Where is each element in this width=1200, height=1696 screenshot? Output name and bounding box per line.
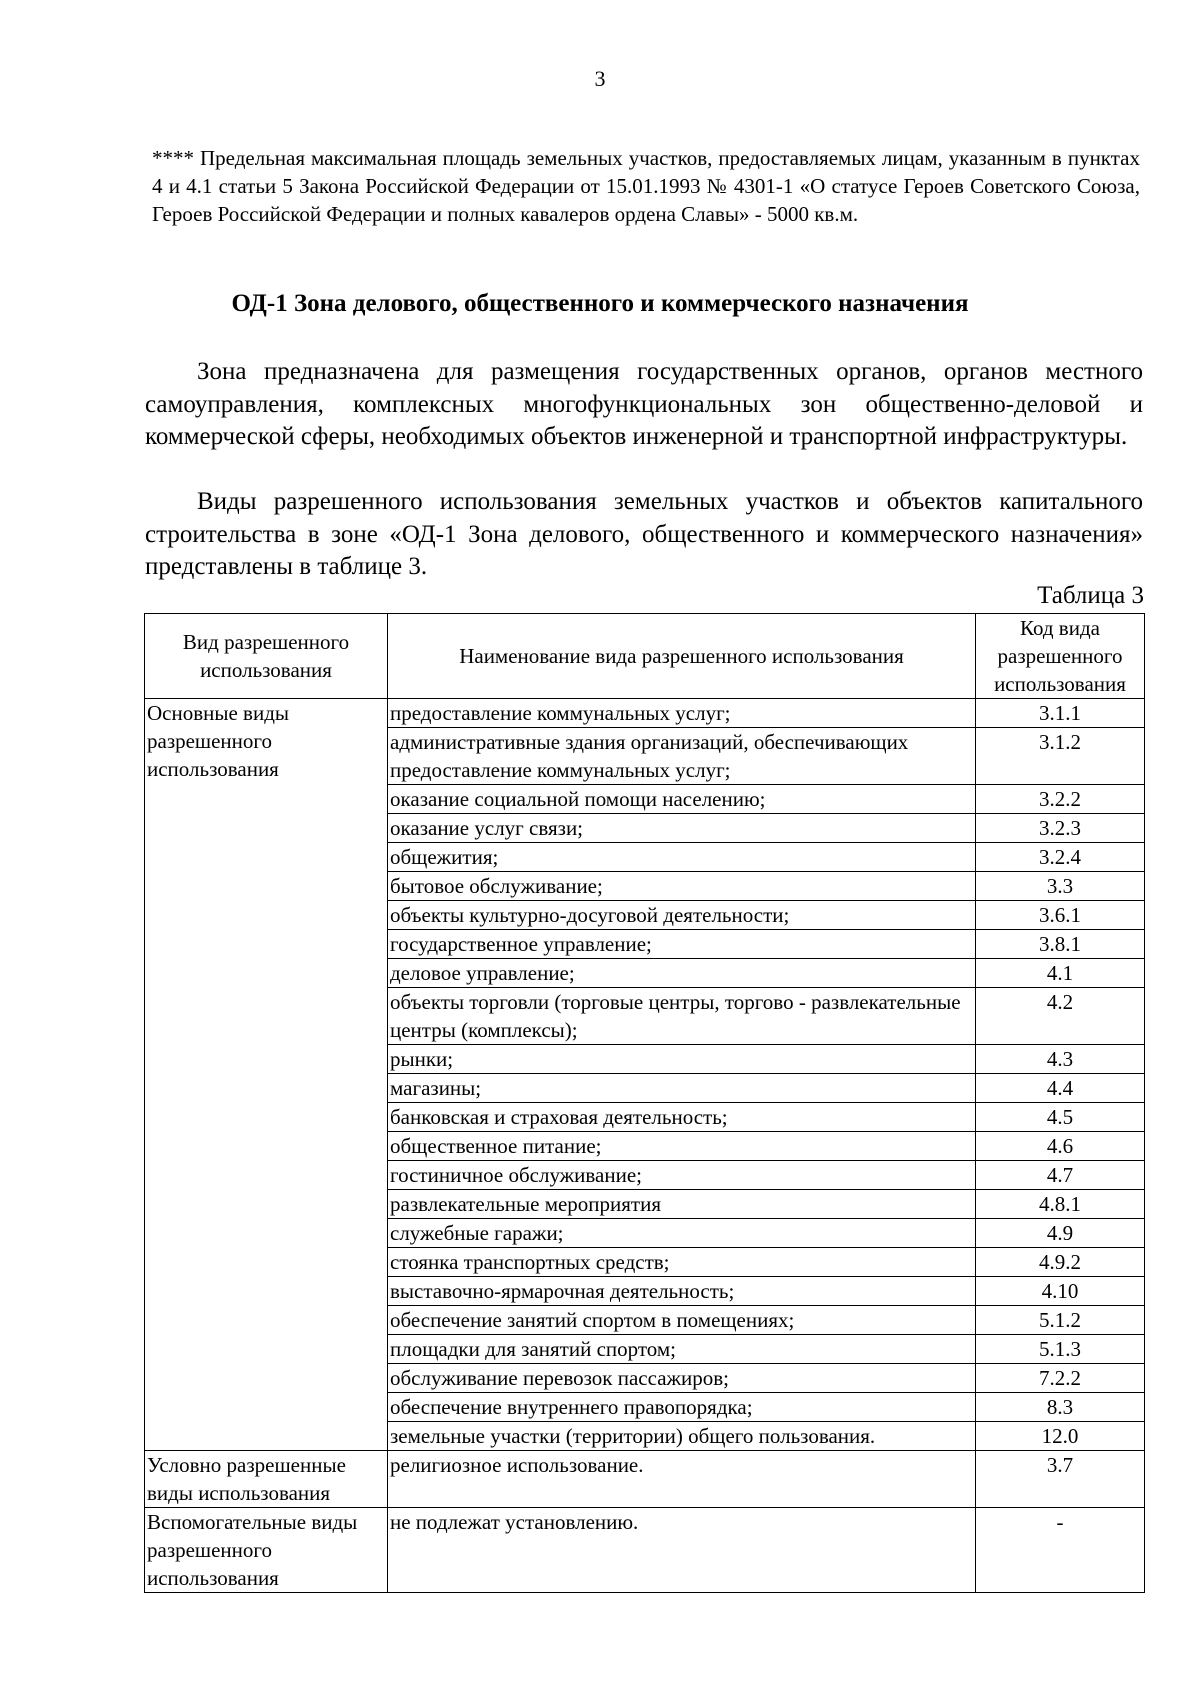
header-use-name: Наименование вида разрешенного использования <box>388 614 976 699</box>
use-code-cell: 3.1.2 <box>976 728 1145 785</box>
use-group-label: Условно разрешенные виды использования <box>145 1451 388 1508</box>
use-code-cell: 3.6.1 <box>976 901 1145 930</box>
use-name-cell: земельные участки (территории) общего пользования. <box>388 1422 976 1451</box>
use-code-cell: 3.2.3 <box>976 814 1145 843</box>
use-name-cell: обслуживание перевозок пассажиров; <box>388 1364 976 1393</box>
table-header-row <box>145 614 1145 699</box>
use-name-cell: государственное управление; <box>388 930 976 959</box>
use-code-cell: 7.2.2 <box>976 1364 1145 1393</box>
use-name-cell: обеспечение занятий спортом в помещениях; <box>388 1306 976 1335</box>
use-group-label: Основные виды разрешенного использования <box>145 699 388 1451</box>
use-name-cell: оказание услуг связи; <box>388 814 976 843</box>
use-code-cell: 4.1 <box>976 959 1145 988</box>
use-name-cell: оказание социальной помощи населению; <box>388 785 976 814</box>
table-row <box>145 699 1145 728</box>
footnote: **** Предельная максимальная площадь земельных участков, предоставляемых лицам, указанным в пунктах 4 и 4.1 статьи 5 Закона Российской Федерации от 15.01.1993 № 4301-1 «О статусе Героев Советского Союза, Героев Российской Федерации и полных кавалеров ордена Славы» - 5000 кв.м. <box>152 146 1140 226</box>
use-code-cell: 3.2.2 <box>976 785 1145 814</box>
use-name-cell: религиозное использование. <box>388 1451 976 1508</box>
use-code-cell: 4.5 <box>976 1103 1145 1132</box>
use-code-cell: 3.8.1 <box>976 930 1145 959</box>
use-name-cell: гостиничное обслуживание; <box>388 1161 976 1190</box>
use-name-cell: служебные гаражи; <box>388 1219 976 1248</box>
use-name-cell: обеспечение внутреннего правопорядка; <box>388 1393 976 1422</box>
use-code-cell: - <box>976 1508 1145 1593</box>
use-code-cell: 4.4 <box>976 1074 1145 1103</box>
use-name-cell: объекты торговли (торговые центры, торгово - развлекательные центры (комплексы); <box>388 988 976 1045</box>
use-name-cell: банковская и страховая деятельность; <box>388 1103 976 1132</box>
use-name-cell: деловое управление; <box>388 959 976 988</box>
permitted-use-table <box>144 613 1145 1593</box>
use-code-cell: 4.3 <box>976 1045 1145 1074</box>
header-use-code: Код вида разрешенного использования <box>976 614 1145 699</box>
use-code-cell: 3.7 <box>976 1451 1145 1508</box>
table-row <box>145 1451 1145 1508</box>
zone-description-paragraph: Зона предназначена для размещения государственных органов, органов местного самоуправления, комплексных многофункциональных зон общественно-деловой и коммерческой сферы, необходимых объектов инженерной и транспортной инфраструктуры. <box>145 358 1143 450</box>
header-use-type: Вид разрешенного использования <box>145 614 388 699</box>
use-code-cell: 4.8.1 <box>976 1190 1145 1219</box>
use-name-cell: бытовое обслуживание; <box>388 872 976 901</box>
use-code-cell: 4.6 <box>976 1132 1145 1161</box>
use-code-cell: 5.1.2 <box>976 1306 1145 1335</box>
use-code-cell: 4.2 <box>976 988 1145 1045</box>
use-name-cell: рынки; <box>388 1045 976 1074</box>
use-code-cell: 12.0 <box>976 1422 1145 1451</box>
use-name-cell: выставочно-ярмарочная деятельность; <box>388 1277 976 1306</box>
use-name-cell: предоставление коммунальных услуг; <box>388 699 976 728</box>
use-code-cell: 4.9 <box>976 1219 1145 1248</box>
use-name-cell: развлекательные мероприятия <box>388 1190 976 1219</box>
use-code-cell: 3.3 <box>976 872 1145 901</box>
use-code-cell: 4.10 <box>976 1277 1145 1306</box>
use-name-cell: объекты культурно-досуговой деятельности; <box>388 901 976 930</box>
use-code-cell: 3.1.1 <box>976 699 1145 728</box>
use-name-cell: административные здания организаций, обеспечивающих предоставление коммунальных услуг; <box>388 728 976 785</box>
page-number: 3 <box>594 66 606 91</box>
use-name-cell: магазины; <box>388 1074 976 1103</box>
use-name-cell: стоянка транспортных средств; <box>388 1248 976 1277</box>
table-caption: Таблица 3 <box>1037 582 1144 609</box>
table-row <box>145 1508 1145 1593</box>
use-name-cell: общественное питание; <box>388 1132 976 1161</box>
use-name-cell: общежития; <box>388 843 976 872</box>
use-code-cell: 4.7 <box>976 1161 1145 1190</box>
use-code-cell: 5.1.3 <box>976 1335 1145 1364</box>
use-name-cell: не подлежат установлению. <box>388 1508 976 1593</box>
use-name-cell: площадки для занятий спортом; <box>388 1335 976 1364</box>
section-title: ОД-1 Зона делового, общественного и коммерческого назначения <box>231 290 969 317</box>
table-reference-paragraph: Виды разрешенного использования земельных участков и объектов капитального строительства в зоне «ОД-1 Зона делового, общественного и коммерческого назначения» представлены в таблице 3. <box>145 488 1143 580</box>
use-code-cell: 4.9.2 <box>976 1248 1145 1277</box>
table-body <box>145 699 1145 1593</box>
use-group-label: Вспомогательные виды разрешенного использования <box>145 1508 388 1593</box>
use-code-cell: 3.2.4 <box>976 843 1145 872</box>
use-code-cell: 8.3 <box>976 1393 1145 1422</box>
